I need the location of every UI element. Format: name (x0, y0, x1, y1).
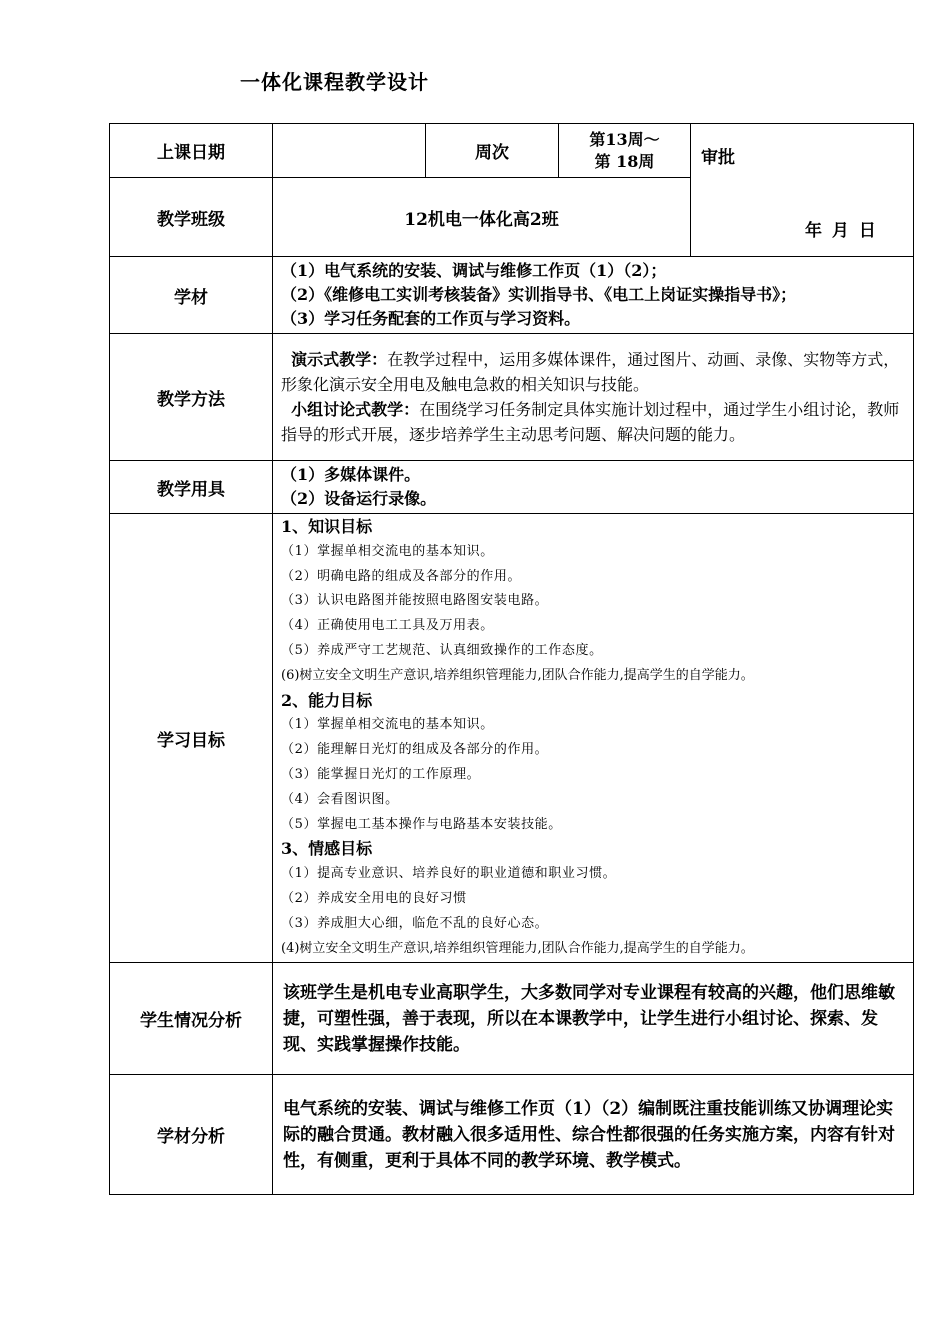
approval-label: 审批 (701, 148, 735, 168)
materials-item: （2）《维修电工实训考核装备》实训指导书、《电工上岗证实操指导书》； (281, 285, 797, 304)
goal-item: （2）能理解日光灯的组成及各部分的作用。 (281, 742, 549, 758)
goal-item: （2）明确电路的组成及各部分的作用。 (281, 568, 522, 584)
row-materials (110, 257, 914, 334)
goal-item: （4）正确使用电工工具及万用表。 (281, 618, 494, 634)
label-learning-goals: 学习目标 (110, 514, 273, 963)
goal-item: （1）掌握单相交流电的基本知识。 (281, 543, 494, 559)
student-analysis-text: 该班学生是机电专业高职学生，大多数同学对专业课程有较高的兴趣，他们思维敏捷，可塑性强，善于表现，所以在本课教学中，让学生进行小组讨论、探索、发现、实践掌握操作技能。 (273, 963, 914, 1075)
goal-item: （4）会看图识图。 (281, 791, 399, 807)
lesson-design-table (109, 123, 914, 1195)
row-students (110, 963, 914, 1075)
learning-goals-content (273, 514, 914, 963)
knowledge-goals-heading: 1、知识目标 (281, 517, 373, 536)
label-materials: 学材 (110, 257, 273, 334)
materials-item: （1）电气系统的安装、调试与维修工作页（1）（2）； (281, 261, 667, 280)
teaching-class-value: 12机电一体化高2班 (273, 178, 691, 257)
ability-goals-heading: 2、能力目标 (281, 690, 373, 710)
teaching-methods-text (273, 334, 914, 461)
tools-item: （1）多媒体课件。 (281, 465, 421, 484)
goal-item: （5）掌握电工基本操作与电路基本安装技能。 (281, 816, 562, 832)
row-methods (110, 334, 914, 461)
material-analysis-text: 电气系统的安装、调试与维修工作页（1）（2）编制既注重技能训练又协调理论实际的融合贯通。教材融入很多适用性、综合性都很强的任务实施方案，内容有针对性，有侧重，更利于具体不同的教学环境、教学模式。 (273, 1075, 914, 1195)
method-group-discussion (281, 397, 907, 447)
goal-item: （3）能掌握日光灯的工作原理。 (281, 766, 481, 782)
label-material-analysis: 学材分析 (110, 1075, 273, 1195)
class-date-value (273, 124, 426, 178)
row-goals (110, 514, 914, 963)
row-material-analysis (110, 1075, 914, 1195)
goal-item: （1）提高专业意识、培养良好的职业道德和职业习惯。 (281, 866, 617, 882)
label-teaching-class: 教学班级 (110, 178, 273, 257)
row-tools (110, 461, 914, 514)
label-teaching-tools: 教学用具 (110, 461, 273, 514)
goal-item: (4)树立安全文明生产意识,培养组织管理能力,团队合作能力,提高学生的自学能力。 (281, 940, 754, 956)
teaching-tools-list (273, 461, 914, 514)
method-demonstration (281, 347, 907, 397)
method-demonstration-text: 在教学过程中，运用多媒体课件，通过图片、动画、录像、实物等方式，形象化演示安全用电及触电急救的相关知识与技能。 (281, 350, 900, 394)
row-date (110, 124, 914, 178)
goal-item: （1）掌握单相交流电的基本知识。 (281, 717, 494, 733)
emotion-goals-heading: 3、情感目标 (281, 839, 373, 859)
materials-list (273, 257, 914, 334)
label-week: 周次 (426, 124, 559, 178)
week-range-line-1: 第13周～ (589, 129, 660, 149)
document-title: 一体化课程教学设计 (240, 70, 429, 94)
label-teaching-methods: 教学方法 (110, 334, 273, 461)
label-class-date: 上课日期 (110, 124, 273, 178)
method-group-discussion-text: 在围绕学习任务制定具体实施计划过程中，通过学生小组讨论，教师指导的形式开展，逐步培养学生主动思考问题、解决问题的能力。 (281, 400, 900, 444)
approval-cell (691, 124, 914, 257)
week-range-line-2: 第 18周 (594, 151, 655, 171)
goal-item: (6)树立安全文明生产意识,培养组织管理能力,团队合作能力,提高学生的自学能力。 (281, 667, 754, 683)
goal-item: （3）认识电路图并能按照电路图安装电路。 (281, 593, 549, 609)
label-student-analysis: 学生情况分析 (110, 963, 273, 1075)
materials-item: （3）学习任务配套的工作页与学习资料。 (281, 309, 581, 328)
approval-date: 年 月 日 (805, 221, 878, 241)
goal-item: （3）养成胆大心细，临危不乱的良好心态。 (281, 915, 549, 931)
goal-item: （2）养成安全用电的良好习惯 (281, 890, 467, 906)
method-group-discussion-title: 小组讨论式教学： (291, 400, 420, 419)
tools-item: （2）设备运行录像。 (281, 489, 437, 508)
week-range (559, 124, 691, 178)
method-demonstration-title: 演示式教学： (291, 350, 388, 369)
goal-item: （5）养成严守工艺规范、认真细致操作的工作态度。 (281, 642, 603, 658)
